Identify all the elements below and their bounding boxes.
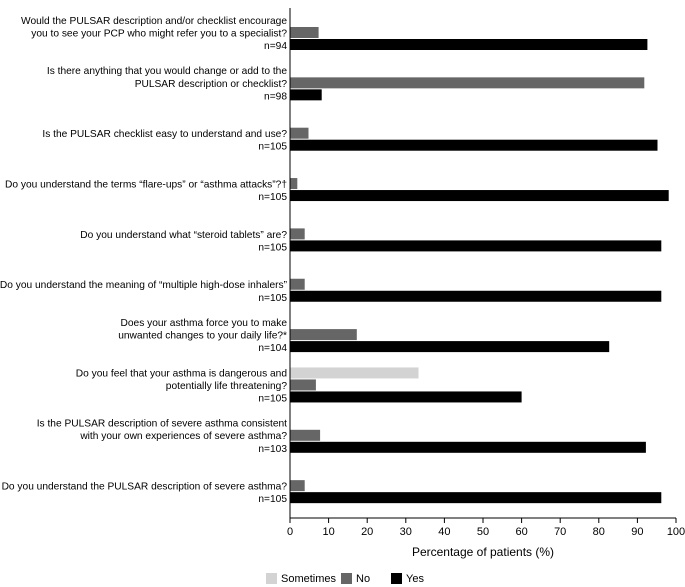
x-tick-label: 100 <box>666 526 685 538</box>
question-n-label: n=105 <box>258 292 287 304</box>
bar-no <box>290 77 644 88</box>
question-label: with your own experiences of severe asthma? <box>80 431 287 443</box>
bar-no <box>290 329 357 340</box>
bar-no <box>290 279 305 290</box>
question-label: you to see your PCP who might refer you to a specialist? <box>31 28 287 40</box>
bar-yes <box>290 391 522 402</box>
question-label: Does your asthma force you to make <box>120 317 287 329</box>
x-tick-label: 60 <box>515 526 528 538</box>
question-label: potentially life threatening? <box>165 380 287 392</box>
legend-label-yes: Yes <box>406 573 424 585</box>
question-n-label: n=105 <box>258 393 287 405</box>
question-n-label: n=98 <box>264 91 287 103</box>
bar-no <box>290 480 305 491</box>
question-n-label: n=105 <box>258 141 287 153</box>
question-labels <box>0 16 288 505</box>
x-tick-label: 0 <box>286 526 294 538</box>
bar-no <box>290 379 316 390</box>
bars <box>290 27 669 503</box>
legend-swatch-yes <box>391 573 402 584</box>
question-n-label: n=105 <box>258 192 287 204</box>
x-axis <box>287 8 685 559</box>
bar-yes <box>290 442 646 453</box>
bar-sometimes <box>290 367 419 378</box>
x-tick-label: 90 <box>631 526 644 538</box>
x-tick-label: 80 <box>592 526 605 538</box>
x-tick-label: 70 <box>554 526 567 538</box>
question-label: Is there anything that you would change or add to the <box>46 66 287 78</box>
question-n-label: n=105 <box>258 494 287 506</box>
bar-yes <box>290 291 661 302</box>
bar-no <box>290 27 319 38</box>
bar-no <box>290 228 305 239</box>
bar-yes <box>290 140 658 151</box>
question-label: Is the PULSAR description of severe asthma consistent <box>36 418 287 430</box>
question-n-label: n=105 <box>258 242 287 254</box>
bar-yes <box>290 39 647 50</box>
question-label: Do you understand the meaning of “multiple high-dose inhalers” <box>0 280 287 292</box>
bar-yes <box>290 190 669 201</box>
question-n-label: n=103 <box>258 443 287 455</box>
x-tick-label: 10 <box>322 526 335 538</box>
legend-swatch-sometimes <box>266 573 277 584</box>
legend-label-sometimes: Sometimes <box>281 573 337 585</box>
x-tick-label: 40 <box>438 526 451 538</box>
question-label: Do you understand the PULSAR description of severe asthma? <box>1 481 287 493</box>
bar-no <box>290 178 297 189</box>
question-label: PULSAR description or checklist? <box>134 78 287 90</box>
x-tick-label: 50 <box>476 526 490 538</box>
bar-no <box>290 128 309 139</box>
bar-yes <box>290 341 609 352</box>
question-n-label: n=104 <box>258 343 287 355</box>
legend <box>266 573 424 585</box>
x-tick-label: 20 <box>361 526 374 538</box>
legend-swatch-no <box>341 573 352 584</box>
question-label: Do you understand the terms “flare-ups” or “asthma attacks”?† <box>5 179 287 191</box>
x-tick-label: 30 <box>399 526 412 538</box>
question-label: unwanted changes to your daily life?* <box>118 330 287 342</box>
question-label: Do you understand what “steroid tablets” are? <box>80 229 287 241</box>
question-label: Would the PULSAR description and/or checklist encourage <box>21 15 287 27</box>
question-label: Do you feel that your asthma is dangerous and <box>75 368 287 380</box>
bar-yes <box>290 89 322 100</box>
x-axis-title: Percentage of patients (%) <box>411 545 555 559</box>
question-label: Is the PULSAR checklist easy to understand and use? <box>42 129 287 141</box>
bar-no <box>290 430 320 441</box>
bar-yes <box>290 492 661 503</box>
legend-label-no: No <box>356 573 371 585</box>
bar-yes <box>290 240 661 251</box>
question-n-label: n=94 <box>264 41 287 52</box>
